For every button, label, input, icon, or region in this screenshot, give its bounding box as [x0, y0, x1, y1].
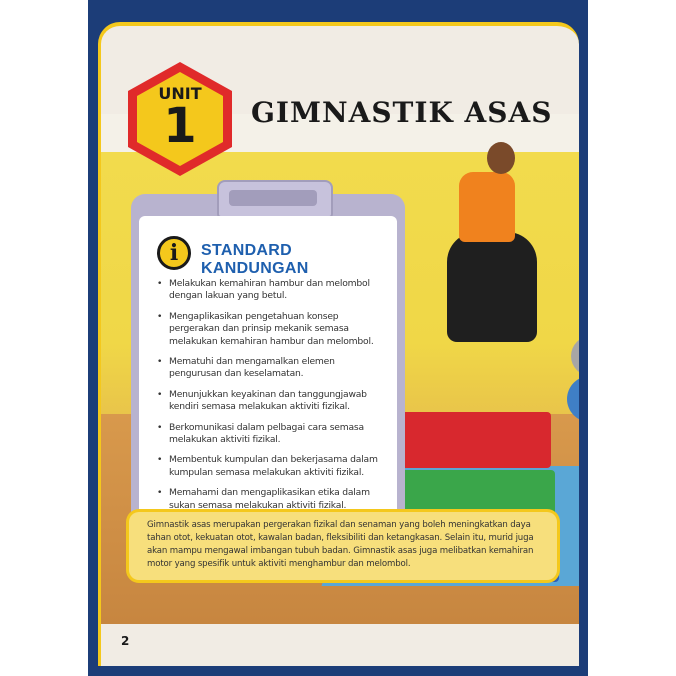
clipboard — [131, 194, 405, 529]
vaulting-box-red — [401, 412, 551, 468]
unit-badge — [121, 60, 239, 178]
list-item: • Menunjukkan keyakinan dan tanggungjawab kendiri semasa melakukan aktiviti fizikal. — [157, 389, 389, 414]
list-item: • Memahami dan mengaplikasikan etika dalam sukan semasa melakukan aktiviti fizikal. — [157, 487, 389, 512]
info-icon: i — [157, 236, 191, 270]
clipboard-sheet — [139, 216, 397, 518]
grey-exercise-ball — [571, 336, 579, 376]
content-panel — [98, 22, 579, 666]
list-item: • Berkomunikasi dalam pelbagai cara semasa melakukan aktiviti fizikal. — [157, 422, 389, 447]
list-item: • Mematuhi dan mengamalkan elemen pengurusan dan keselamatan. — [157, 356, 389, 381]
standard-list — [157, 278, 389, 520]
book-page — [88, 0, 588, 676]
student-shirt — [459, 172, 515, 242]
standard-heading: STANDARD KANDUNGAN — [201, 242, 309, 277]
list-item: • Membentuk kumpulan dan bekerjasama dalam kumpulan semasa melakukan aktiviti fizikal. — [157, 454, 389, 479]
student-legs — [447, 232, 537, 342]
intro-text: Gimnastik asas merupakan pergerakan fizikal dan senaman yang boleh meningkatkan daya tahan otot, kekuatan otot, kawalan badan, fleksibiliti dan ketangkasan. Selain itu, murid juga akan mampu mengawal imbangan tubuh badan. Gimnastik asas juga melibatkan kemahiran motor yang spesifik untuk aktiviti menghambur dan melombol. — [147, 520, 534, 569]
intro-box — [129, 512, 557, 580]
clipboard-clip-inner — [229, 190, 317, 206]
unit-label: UNIT — [158, 84, 202, 103]
page-title: GIMNASTIK ASAS — [251, 96, 553, 129]
list-item: • Mengaplikasikan pengetahuan konsep pergerakan dan prinsip mekanik semasa melakukan kemahiran hambur dan melombol. — [157, 311, 389, 348]
title-area — [251, 96, 552, 129]
list-item: • Melakukan kemahiran hambur dan melombol dengan lakuan yang betul. — [157, 278, 389, 303]
page-number: 2 — [121, 634, 130, 648]
unit-number: 1 — [163, 98, 197, 154]
student-head — [487, 142, 515, 174]
